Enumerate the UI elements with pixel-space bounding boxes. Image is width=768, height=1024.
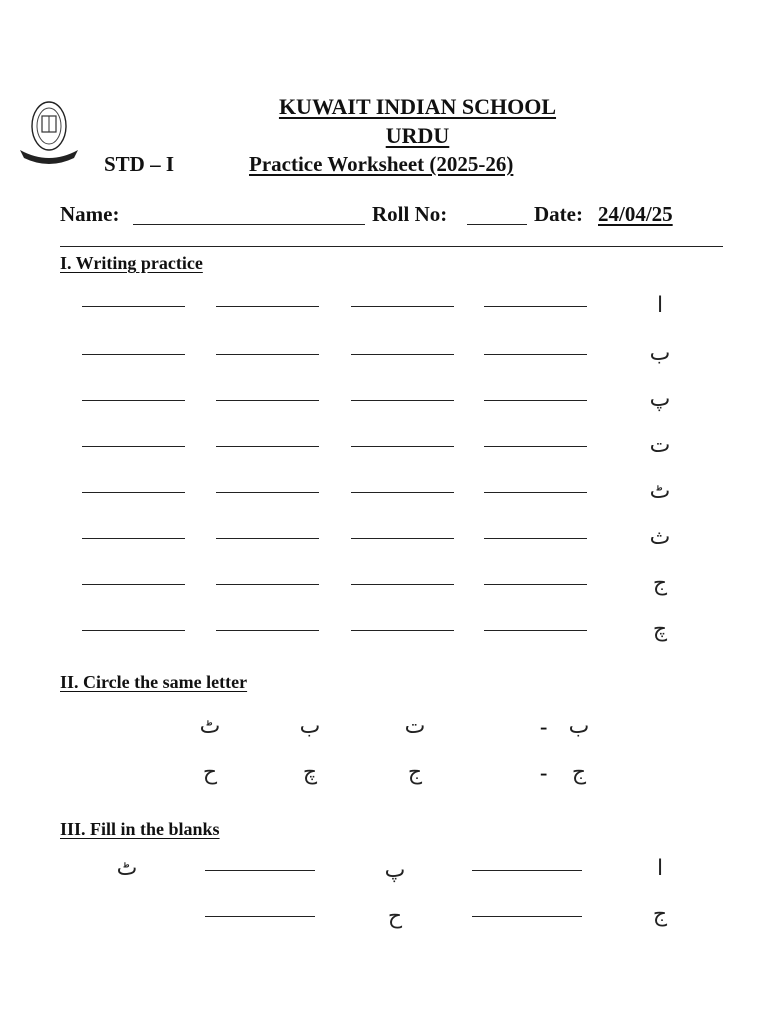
practice-letter: چ <box>652 617 668 642</box>
practice-letter: ث <box>649 525 671 550</box>
writing-blank[interactable] <box>484 538 587 539</box>
writing-blank[interactable] <box>484 492 587 493</box>
writing-blank[interactable] <box>216 584 319 585</box>
date-value: 24/04/25 <box>598 202 673 226</box>
option-letter[interactable]: ت <box>404 714 426 739</box>
sequence-letter-right: ا <box>656 856 664 881</box>
writing-blank[interactable] <box>82 446 185 447</box>
fill-blank[interactable] <box>205 916 315 917</box>
school-logo <box>18 96 80 164</box>
writing-blank[interactable] <box>216 446 319 447</box>
fill-blank[interactable] <box>205 870 315 871</box>
sequence-letter-middle: ح <box>387 904 403 929</box>
section-writing-title: I. Writing practice <box>60 253 203 273</box>
sequence-letter-middle: پ <box>384 858 406 883</box>
option-letter[interactable]: ٹ <box>199 714 221 739</box>
writing-blank[interactable] <box>82 354 185 355</box>
writing-blank[interactable] <box>82 400 185 401</box>
section-circle-title: II. Circle the same letter <box>60 672 248 692</box>
option-letter[interactable]: ب <box>299 714 321 739</box>
writing-blank[interactable] <box>484 306 587 307</box>
writing-blank[interactable] <box>484 400 587 401</box>
name-blank[interactable] <box>133 224 365 225</box>
writing-blank[interactable] <box>82 538 185 539</box>
writing-blank[interactable] <box>351 538 454 539</box>
fill-blank[interactable] <box>472 916 582 917</box>
writing-blank[interactable] <box>82 306 185 307</box>
writing-blank[interactable] <box>484 630 587 631</box>
roll-label: Roll No: <box>372 202 448 226</box>
dash: - <box>540 714 548 739</box>
writing-blank[interactable] <box>351 630 454 631</box>
writing-blank[interactable] <box>82 584 185 585</box>
writing-blank[interactable] <box>351 354 454 355</box>
writing-blank[interactable] <box>82 492 185 493</box>
practice-letter: ا <box>656 293 664 318</box>
sequence-letter-left: ٹ <box>116 856 138 881</box>
writing-blank[interactable] <box>216 306 319 307</box>
name-label: Name: <box>60 202 120 226</box>
writing-blank[interactable] <box>351 492 454 493</box>
writing-blank[interactable] <box>484 584 587 585</box>
section-fill-title: III. Fill in the blanks <box>60 819 220 839</box>
practice-letter: ج <box>652 571 668 596</box>
writing-blank[interactable] <box>216 538 319 539</box>
dash: - <box>540 760 548 785</box>
header-divider <box>60 246 723 247</box>
writing-blank[interactable] <box>216 354 319 355</box>
option-letter[interactable]: چ <box>302 760 318 785</box>
target-letter: ب <box>568 714 590 739</box>
writing-blank[interactable] <box>351 446 454 447</box>
practice-letter: پ <box>649 387 671 412</box>
subject-title: URDU <box>385 123 450 148</box>
writing-blank[interactable] <box>351 400 454 401</box>
std-label: STD – I <box>104 152 175 176</box>
sequence-letter-right: ج <box>652 902 668 927</box>
option-letter[interactable]: ح <box>202 760 218 785</box>
practice-letter: ت <box>649 433 671 458</box>
option-letter[interactable]: ج <box>407 760 423 785</box>
practice-letter: ب <box>649 341 671 366</box>
target-letter: ج <box>571 760 587 785</box>
writing-blank[interactable] <box>351 584 454 585</box>
writing-blank[interactable] <box>216 492 319 493</box>
writing-blank[interactable] <box>484 446 587 447</box>
roll-blank[interactable] <box>467 224 527 225</box>
school-name: KUWAIT INDIAN SCHOOL <box>278 94 557 119</box>
fill-blank[interactable] <box>472 870 582 871</box>
writing-blank[interactable] <box>82 630 185 631</box>
writing-blank[interactable] <box>351 306 454 307</box>
date-label: Date: <box>534 202 583 226</box>
writing-blank[interactable] <box>484 354 587 355</box>
practice-letter: ٹ <box>649 479 671 504</box>
worksheet-title: Practice Worksheet (2025-26) <box>249 152 514 176</box>
writing-blank[interactable] <box>216 400 319 401</box>
writing-blank[interactable] <box>216 630 319 631</box>
